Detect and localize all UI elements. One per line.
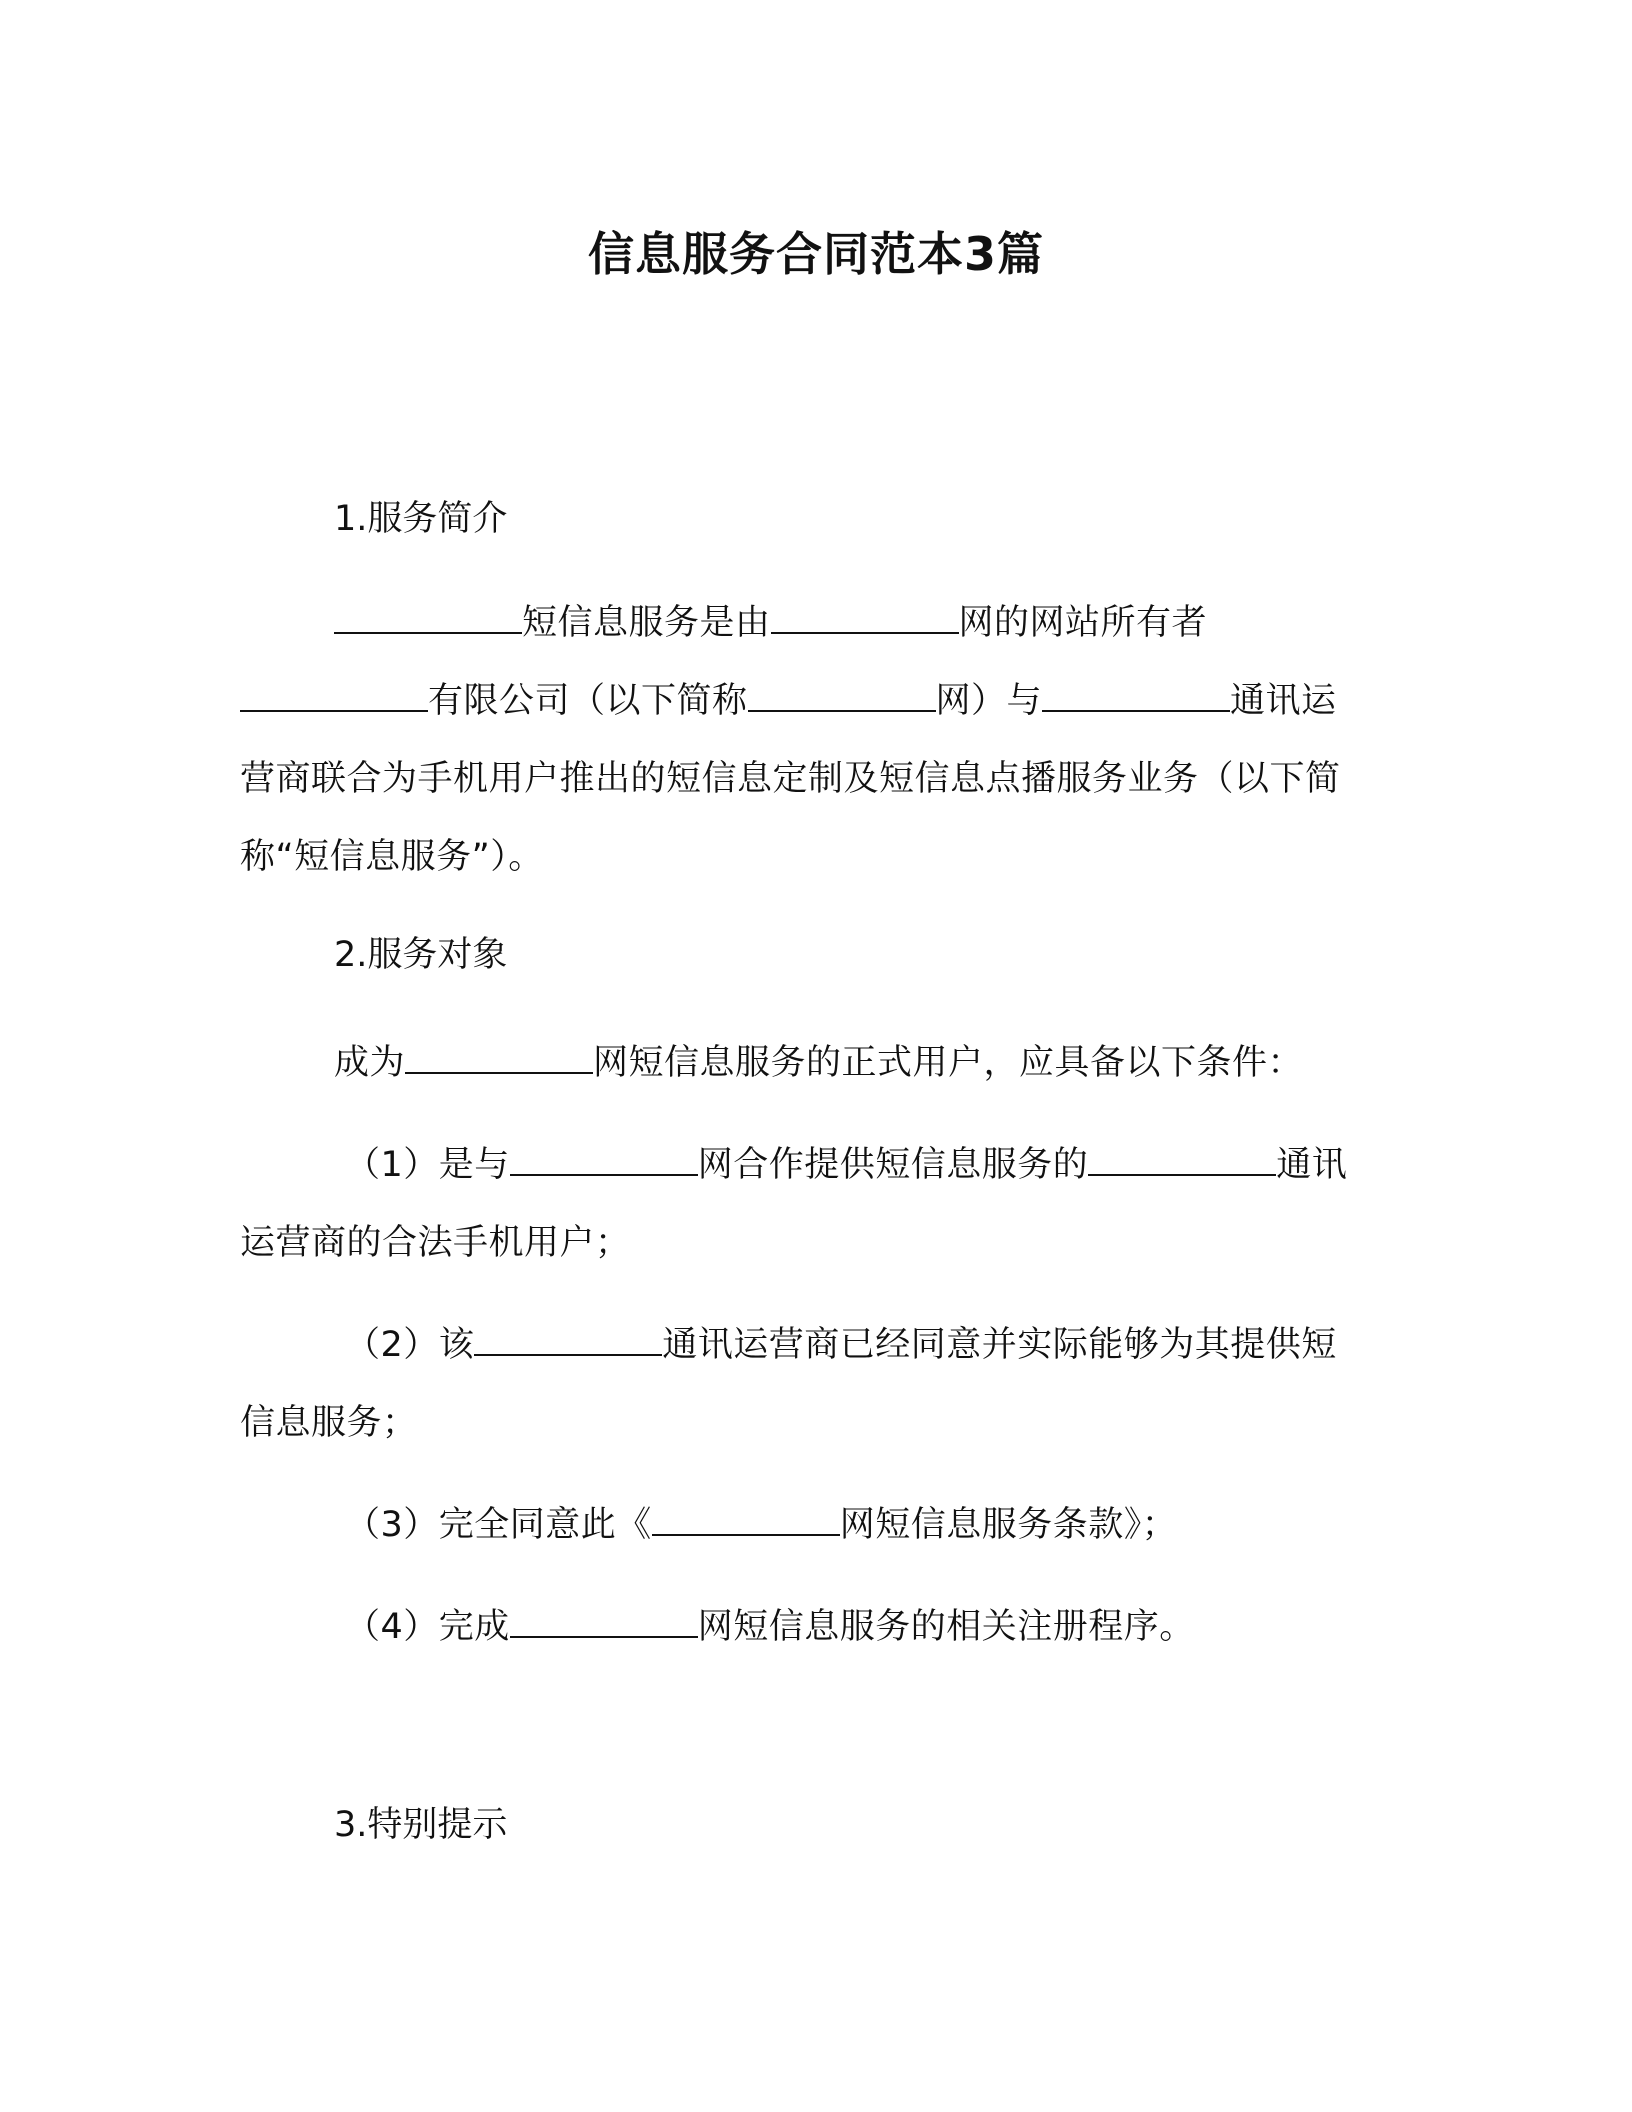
condition-item-3: （3）完全同意此《 网短信息服务条款》； [345,1505,1178,1545]
section-heading-2: 2.服务对象 [334,935,508,975]
paragraph-service-target: 成为 网短信息服务的正式用户，应具备以下条件： [334,1043,1304,1083]
blank-field[interactable] [510,1144,698,1176]
blank-field[interactable] [240,680,428,712]
blank-field[interactable] [510,1606,698,1638]
condition-item-1: （1）是与 网合作提供短信息服务的 通讯运营商的合法手机用户； [240,1145,1348,1263]
blank-field[interactable] [771,602,959,634]
condition-item-2: （2）该 通讯运营商已经同意并实际能够为其提供短信息服务； [240,1325,1337,1443]
document-title: 信息服务合同范本3篇 [587,227,1044,281]
blank-field[interactable] [748,680,936,712]
blank-field[interactable] [652,1504,840,1536]
section-heading-1: 1.服务简介 [334,499,508,539]
blank-field[interactable] [405,1042,593,1074]
blank-field[interactable] [1042,680,1230,712]
section-heading-3: 3.特别提示 [334,1805,508,1845]
condition-item-4: （4）完成 网短信息服务的相关注册程序。 [345,1607,1195,1647]
blank-field[interactable] [1088,1144,1276,1176]
blank-field[interactable] [334,602,522,634]
blank-field[interactable] [474,1324,662,1356]
paragraph-service-intro: 短信息服务是由 网的网站所有者有限公司（以下简称 网）与 通讯运营商联合为手机用户推出的短信息定制及短信息点播服务业务（以下简称“短信息服务”）。 [240,603,1341,877]
